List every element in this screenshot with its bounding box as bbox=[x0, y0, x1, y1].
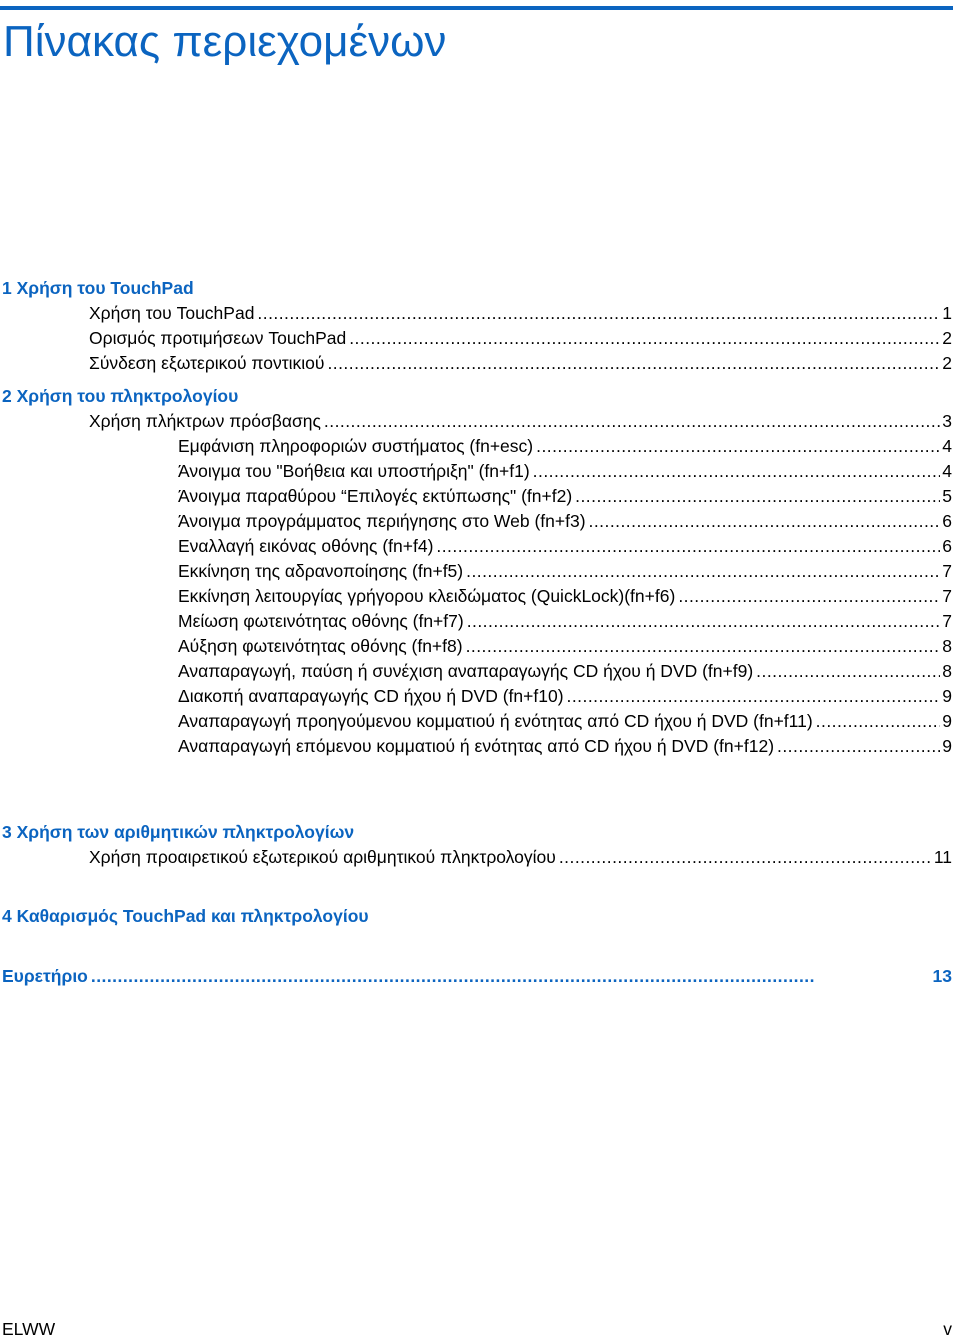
page-number: 13 bbox=[932, 966, 952, 986]
toc-chapter-4[interactable] bbox=[2, 904, 952, 928]
entry-text: Εκκίνηση λειτουργίας γρήγορου κλειδώματος (QuickLock)(fn+f6) bbox=[178, 586, 676, 606]
page-number: 1 bbox=[942, 303, 952, 323]
toc-index[interactable] bbox=[2, 964, 952, 988]
dot-leader bbox=[257, 301, 940, 325]
toc-chapter-1[interactable] bbox=[2, 276, 952, 300]
toc-entry[interactable] bbox=[89, 301, 952, 325]
entry-text: Άνοιγμα προγράμματος περιήγησης στο Web (fn+f3) bbox=[178, 511, 586, 531]
dot-leader bbox=[91, 964, 931, 988]
dot-leader bbox=[567, 684, 941, 708]
entry-text: Χρήση του TouchPad bbox=[89, 303, 255, 323]
toc-entry[interactable] bbox=[89, 845, 952, 869]
dot-leader bbox=[756, 659, 940, 683]
toc-subentry[interactable] bbox=[178, 509, 952, 533]
page-number: 4 bbox=[942, 436, 952, 456]
entry-text: Εκκίνηση της αδρανοποίησης (fn+f5) bbox=[178, 561, 464, 581]
chapter-label: 1 Χρήση του TouchPad bbox=[2, 278, 194, 298]
toc-subentry[interactable] bbox=[178, 559, 952, 583]
toc-subentry[interactable] bbox=[178, 484, 952, 508]
page-number: 6 bbox=[942, 511, 952, 531]
page-number: 8 bbox=[942, 661, 952, 681]
dot-leader bbox=[589, 509, 941, 533]
page-number: 11 bbox=[933, 847, 952, 867]
toc-subentry[interactable] bbox=[178, 534, 952, 558]
dot-leader bbox=[466, 634, 941, 658]
entry-text: Εμφάνιση πληροφοριών συστήματος (fn+esc) bbox=[178, 436, 534, 456]
chapter-label: 2 Χρήση του πληκτρολογίου bbox=[2, 386, 239, 406]
page-number: 3 bbox=[942, 411, 952, 431]
entry-text: Μείωση φωτεινότητας οθόνης (fn+f7) bbox=[178, 611, 464, 631]
chapter-label: 4 Καθαρισμός TouchPad και πληκτρολογίου bbox=[2, 906, 369, 926]
toc-subentry[interactable] bbox=[178, 609, 952, 633]
entry-text: Αναπαραγωγή επόμενου κομματιού ή ενότητας από CD ήχου ή DVD (fn+f12) bbox=[178, 736, 775, 756]
dot-leader bbox=[559, 845, 932, 869]
toc-subentry[interactable] bbox=[178, 584, 952, 608]
page-number: 2 bbox=[942, 353, 952, 373]
toc-subentry[interactable] bbox=[178, 459, 952, 483]
top-rule bbox=[0, 6, 953, 10]
dot-leader bbox=[678, 584, 940, 608]
page-title: Πίνακας περιεχομένων bbox=[3, 17, 447, 66]
dot-leader bbox=[436, 534, 940, 558]
toc-subentry[interactable] bbox=[178, 709, 952, 733]
page-number: 9 bbox=[942, 686, 952, 706]
entry-text: Αύξηση φωτεινότητας οθόνης (fn+f8) bbox=[178, 636, 463, 656]
page-number: 9 bbox=[942, 736, 952, 756]
dot-leader bbox=[327, 351, 940, 375]
toc-subentry[interactable] bbox=[178, 659, 952, 683]
entry-text: Χρήση προαιρετικού εξωτερικού αριθμητικού πληκτρολογίου bbox=[89, 847, 556, 867]
toc-entry[interactable] bbox=[89, 326, 952, 350]
toc-entry[interactable] bbox=[89, 351, 952, 375]
entry-text: Αναπαραγωγή προηγούμενου κομματιού ή ενότητας από CD ήχου ή DVD (fn+f11) bbox=[178, 711, 813, 731]
page-number: 4 bbox=[942, 461, 952, 481]
footer-page-number: v bbox=[943, 1319, 952, 1339]
entry-text: Αναπαραγωγή, παύση ή συνέχιση αναπαραγωγής CD ήχου ή DVD (fn+f9) bbox=[178, 661, 754, 681]
toc-entry[interactable] bbox=[89, 409, 952, 433]
page-number: 7 bbox=[942, 561, 952, 581]
dot-leader bbox=[324, 409, 940, 433]
dot-leader bbox=[466, 559, 940, 583]
page-number: 5 bbox=[942, 486, 952, 506]
entry-text: Εναλλαγή εικόνας οθόνης (fn+f4) bbox=[178, 536, 434, 556]
page-number: 2 bbox=[942, 328, 952, 348]
toc-subentry[interactable] bbox=[178, 434, 952, 458]
toc-subentry[interactable] bbox=[178, 684, 952, 708]
dot-leader bbox=[349, 326, 940, 350]
dot-leader bbox=[777, 734, 940, 758]
chapter-label: 3 Χρήση των αριθμητικών πληκτρολογίων bbox=[2, 822, 355, 842]
dot-leader bbox=[575, 484, 940, 508]
page-number: 9 bbox=[942, 711, 952, 731]
page-number: 8 bbox=[942, 636, 952, 656]
page-number: 7 bbox=[942, 586, 952, 606]
dot-leader bbox=[533, 459, 941, 483]
toc-subentry[interactable] bbox=[178, 734, 952, 758]
entry-text: Σύνδεση εξωτερικού ποντικιού bbox=[89, 353, 325, 373]
toc-chapter-2[interactable] bbox=[2, 384, 952, 408]
entry-text: Ορισμός προτιμήσεων TouchPad bbox=[89, 328, 347, 348]
entry-text: Άνοιγμα παραθύρου “Επιλογές εκτύπωσης" (fn+f2) bbox=[178, 486, 573, 506]
toc-chapter-3[interactable] bbox=[2, 820, 952, 844]
footer-left: ELWW bbox=[2, 1319, 56, 1339]
page-number: 7 bbox=[942, 611, 952, 631]
entry-text: Χρήση πλήκτρων πρόσβασης bbox=[89, 411, 321, 431]
entry-text: Διακοπή αναπαραγωγής CD ήχου ή DVD (fn+f10) bbox=[178, 686, 564, 706]
index-label: Ευρετήριο bbox=[2, 966, 88, 986]
dot-leader bbox=[536, 434, 940, 458]
toc-subentry[interactable] bbox=[178, 634, 952, 658]
entry-text: Άνοιγμα του "Βοήθεια και υποστήριξη" (fn+f1) bbox=[178, 461, 530, 481]
dot-leader bbox=[467, 609, 941, 633]
page-number: 6 bbox=[942, 536, 952, 556]
dot-leader bbox=[816, 709, 941, 733]
